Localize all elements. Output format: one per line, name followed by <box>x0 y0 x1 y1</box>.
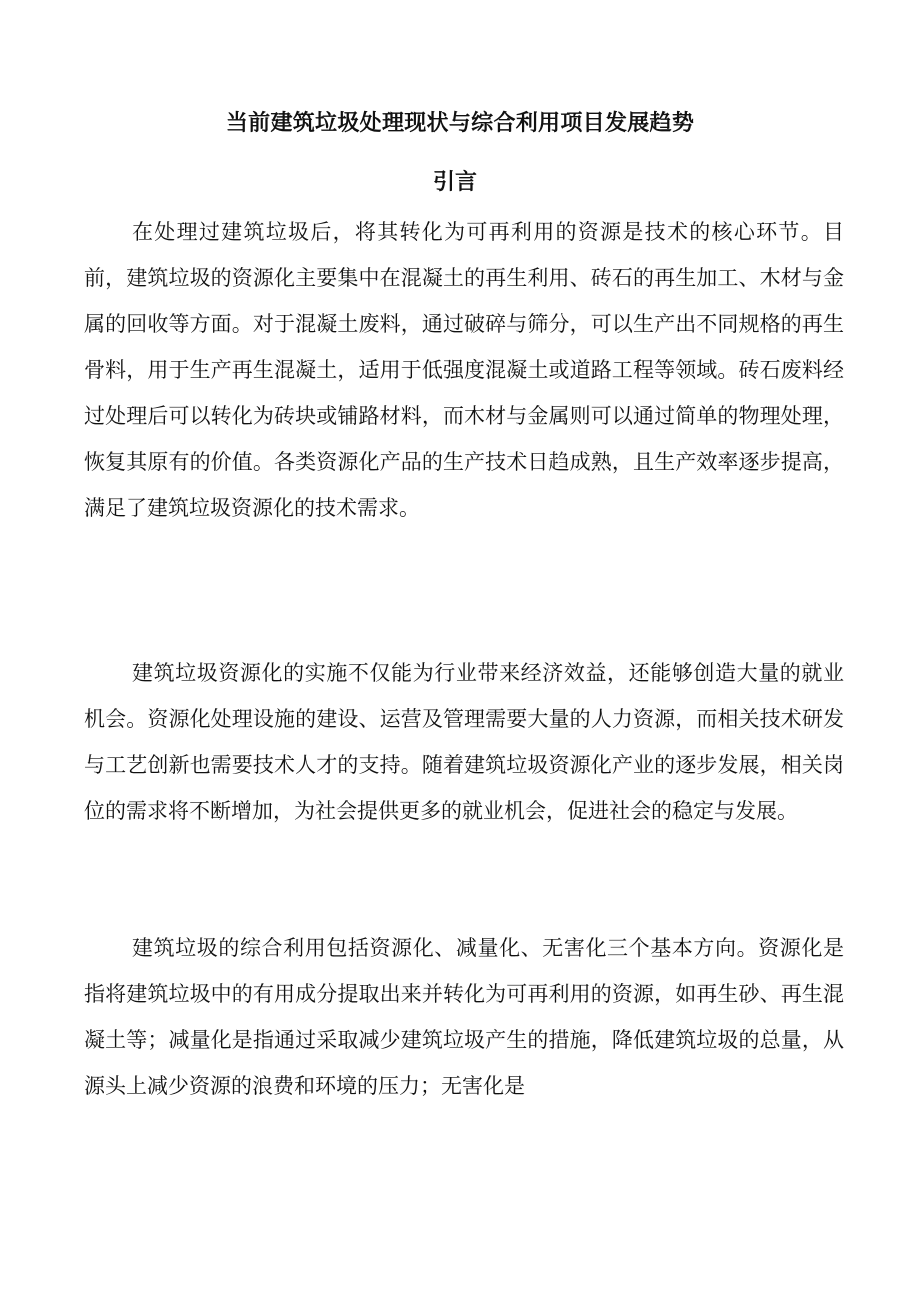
document-title: 当前建筑垃圾处理现状与综合利用项目发展趋势 <box>225 111 695 136</box>
paragraph-1: 在处理过建筑垃圾后，将其转化为可再利用的资源是技术的核心环节。目前，建筑垃圾的资源化主要集中在混凝土的再生利用、砖石的再生加工、木材与金属的回收等方面。对于混凝土废料，通过破碎与筛分，可以生产出不同规格的再生骨料，用于生产再生混凝土，适用于低强度混凝土或道路工程等领域。砖石废料经过处理后可以转化为砖块或铺路材料，而木材与金属则可以通过简单的物理处理，恢复其原有的价值。各类资源化产品的生产技术日趋成熟，且生产效率逐步提高，满足了建筑垃圾资源化的技术需求。 <box>84 220 844 520</box>
paragraph-3: 建筑垃圾的综合利用包括资源化、减量化、无害化三个基本方向。资源化是指将建筑垃圾中的有用成分提取出来并转化为可再利用的资源，如再生砂、再生混凝土等；减量化是指通过采取减少建筑垃圾产生的措施，降低建筑垃圾的总量，从源头上减少资源的浪费和环境的压力；无害化是 <box>84 936 844 1098</box>
paragraph-2: 建筑垃圾资源化的实施不仅能为行业带来经济效益，还能够创造大量的就业机会。资源化处理设施的建设、运营及管理需要大量的人力资源，而相关技术研发与工艺创新也需要技术人才的支持。随着建筑垃圾资源化产业的逐步发展，相关岗位的需求将不断增加，为社会提供更多的就业机会，促进社会的稳定与发展。 <box>84 661 844 823</box>
section-heading: 引言 <box>432 170 477 195</box>
